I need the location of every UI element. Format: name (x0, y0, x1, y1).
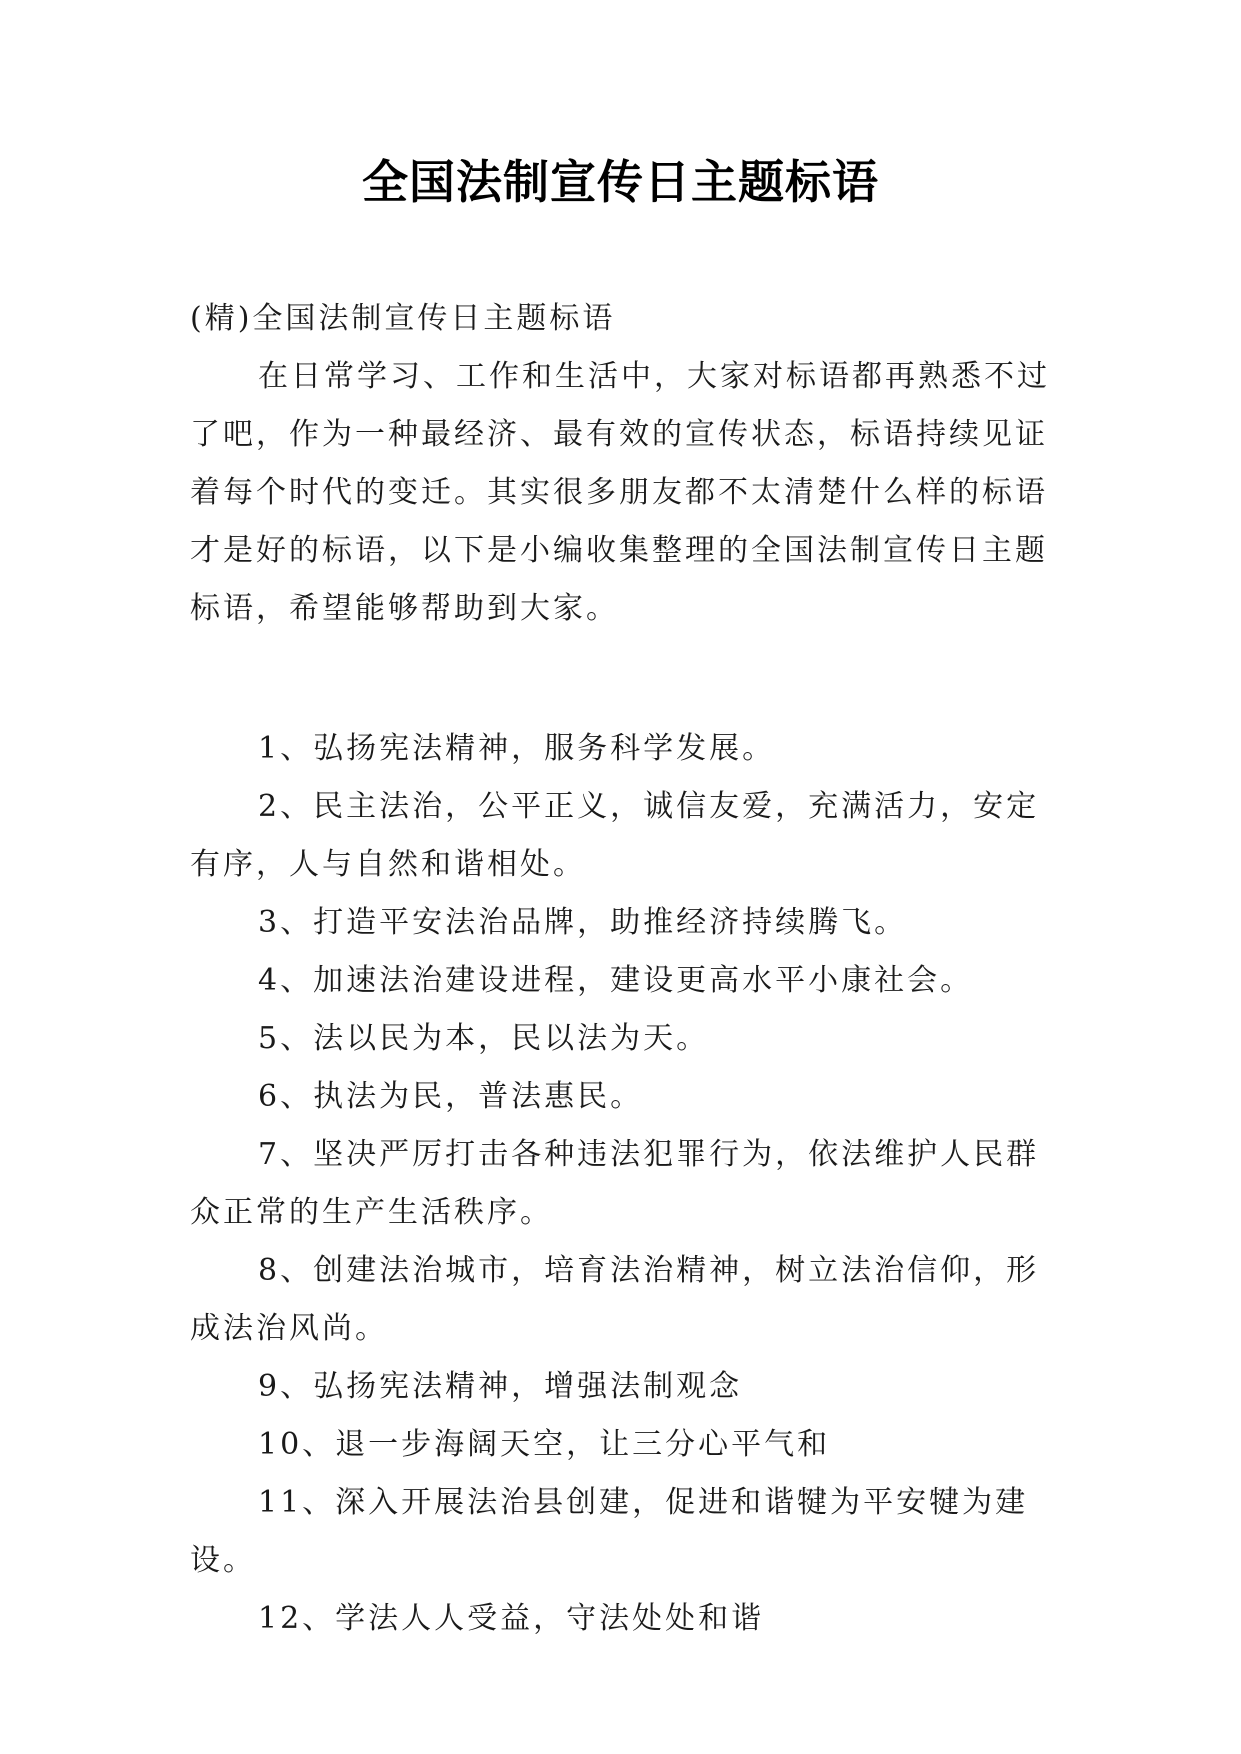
intro-paragraph: 在日常学习、工作和生活中，大家对标语都再熟悉不过了吧，作为一种最经济、最有效的宣传状态，标语持续见证着每个时代的变迁。其实很多朋友都不太清楚什么样的标语才是好的标语，以下是小编收集整理的全国法制宣传日主题标语，希望能够帮助到大家。 (190, 359, 1050, 626)
slogan-item: 9、弘扬宪法精神，增强法制观念 (258, 1369, 743, 1404)
slogan-item: 11、深入开展法治县创建，促进和谐犍为平安犍为建设。 (190, 1485, 1029, 1578)
slogan-item: 7、坚决严厉打击各种违法犯罪行为，依法维护人民群众正常的生产生活秩序。 (190, 1137, 1040, 1230)
slogan-item: 10、退一步海阔天空，让三分心平气和 (258, 1427, 831, 1462)
slogan-item: 8、创建法治城市，培育法治精神，树立法治信仰，形成法治风尚。 (190, 1253, 1040, 1346)
paragraph-gap (190, 638, 1060, 720)
slogan-item: 12、学法人人受益，守法处处和谐 (258, 1601, 765, 1636)
slogan-item: 4、加速法治建设进程，建设更高水平小康社会。 (258, 963, 974, 998)
document-body (190, 290, 1060, 1648)
document-subtitle: (精)全国法制宣传日主题标语 (190, 301, 616, 336)
slogan-item: 3、打造平安法治品牌，助推经济持续腾飞。 (258, 905, 908, 940)
slogan-item: 1、弘扬宪法精神，服务科学发展。 (258, 731, 776, 766)
slogan-item: 2、民主法治，公平正义，诚信友爱，充满活力，安定有序，人与自然和谐相处。 (190, 789, 1040, 882)
document-title: 全国法制宣传日主题标语 (362, 155, 879, 209)
slogan-item: 6、执法为民，普法惠民。 (258, 1079, 644, 1114)
slogan-item: 5、法以民为本，民以法为天。 (258, 1021, 710, 1056)
